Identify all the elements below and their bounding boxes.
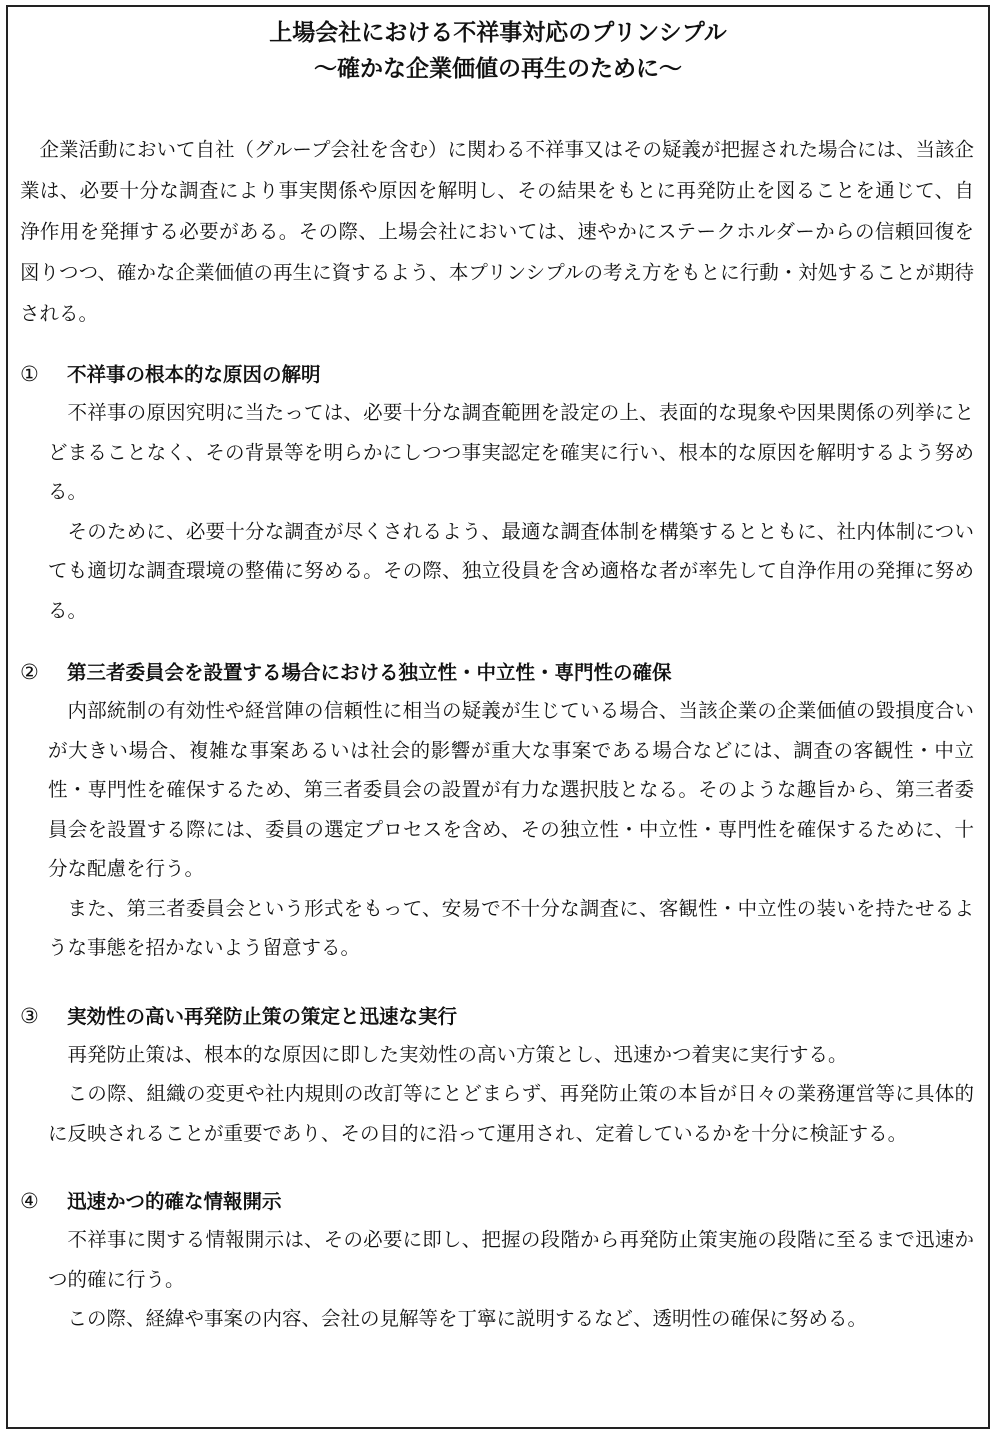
section-body — [48, 1035, 974, 1154]
document-title: 上場会社における不祥事対応のプリンシプル — [269, 20, 727, 46]
section-paragraph: 内部統制の有効性や経営陣の信頼性に相当の疑義が生じている場合、当該企業の企業価値の毀損度合いが大きい場合、複雑な事案あるいは社会的影響が重大な事案である場合などには、調査の客観性・中立性・専門性を確保するため、第三者委員会の設置が有力な選択肢となる。そのような趣旨から、第三者委員会を設置する際には、委員の選定プロセスを含め、その独立性・中立性・専門性を確保するために、十分な配慮を行う。 — [48, 699, 974, 880]
section-body — [48, 1220, 974, 1339]
section-heading — [20, 998, 988, 1035]
section-paragraph: この際、経緯や事案の内容、会社の見解等を丁寧に説明するなど、透明性の確保に努める。 — [67, 1307, 868, 1330]
section-title: 不祥事の根本的な原因の解明 — [67, 363, 321, 386]
section-body — [48, 393, 974, 630]
section-paragraph: 不祥事の原因究明に当たっては、必要十分な調査範囲を設定の上、表面的な現象や因果関係の列挙にとどまることなく、その背景等を明らかにしつつ事実認定を確実に行い、根本的な原因を解明するよう努める。 — [48, 401, 974, 503]
section-3 — [8, 998, 988, 1154]
section-heading — [20, 356, 988, 393]
section-paragraph: この際、組織の変更や社内規則の改訂等にとどまらず、再発防止策の本旨が日々の業務運営等に具体的に反映されることが重要であり、その目的に沿って運用され、定着しているかを十分に検証する。 — [48, 1082, 974, 1145]
section-paragraph: また、第三者委員会という形式をもって、安易で不十分な調査に、客観性・中立性の装いを持たせるような事態を招かないよう留意する。 — [48, 896, 974, 959]
section-title: 実効性の高い再発防止策の策定と迅速な実行 — [67, 1004, 458, 1028]
section-paragraph: 再発防止策は、根本的な原因に即した実効性の高い方策とし、迅速かつ着実に実行する。 — [67, 1042, 848, 1066]
section-number: ④ — [20, 1189, 39, 1213]
section-title: 第三者委員会を設置する場合における独立性・中立性・専門性の確保 — [67, 661, 672, 684]
section-heading — [20, 1183, 988, 1220]
document-frame — [6, 5, 990, 1429]
section-number: ② — [20, 660, 39, 684]
section-1 — [8, 356, 988, 630]
section-paragraph: そのために、必要十分な調査が尽くされるよう、最適な調査体制を構築するとともに、社内体制についても適切な調査環境の整備に努める。その際、独立役員を含め適格な者が率先して自浄作用の発揮に努める。 — [48, 519, 974, 622]
section-number: ③ — [20, 1003, 39, 1028]
document-subtitle: 〜確かな企業価値の再生のために〜 — [314, 56, 682, 82]
intro-paragraph: 企業活動において自社（グループ会社を含む）に関わる不祥事又はその疑義が把握された場合には、当該企業は、必要十分な調査により事実関係や原因を解明し、その結果をもとに再発防止を図ることを通じて、自浄作用を発揮する必要がある。その際、上場会社においては、速やかにステークホルダーからの信頼回復を図りつつ、確かな企業価値の再生に資するよう、本プリンシプルの考え方をもとに行動・対処することが期待される。 — [20, 138, 974, 325]
section-heading — [20, 654, 988, 691]
section-title: 迅速かつ的確な情報開示 — [67, 1190, 282, 1213]
section-paragraph: 不祥事に関する情報開示は、その必要に即し、把握の段階から再発防止策実施の段階に至るまで迅速かつ的確に行う。 — [48, 1228, 974, 1291]
intro-block — [20, 129, 974, 334]
section-number: ① — [20, 362, 39, 386]
section-2 — [8, 654, 988, 968]
section-4 — [8, 1183, 988, 1339]
section-body — [48, 691, 974, 968]
